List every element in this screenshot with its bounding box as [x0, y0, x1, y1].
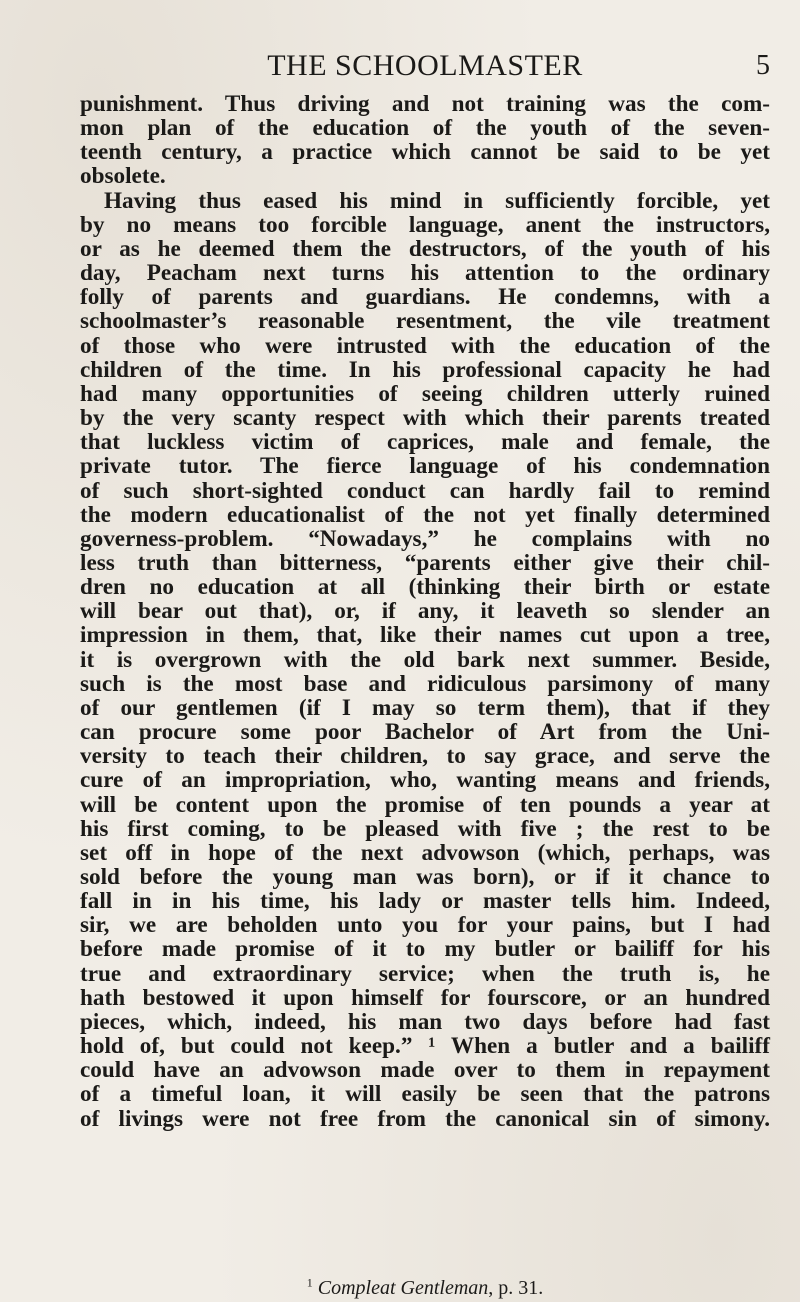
text-line: Having thus eased his mind in sufficiently forcible, yet — [104, 187, 770, 214]
text-line: impression in them, that, like their names cut upon a tree, — [80, 622, 770, 649]
text-line: sold before the young man was born), or if it chance to — [80, 864, 770, 890]
text-line: by no means too forcible language, anent the instructors, — [80, 211, 770, 238]
text-line: or as he deemed them the destructors, of the youth of his — [80, 235, 770, 262]
text-line: sir, we are beholden unto you for your pains, but I had — [80, 912, 770, 939]
text-line: by the very scanty respect with which their parents treated — [80, 405, 770, 432]
text-line: can procure some poor Bachelor of Art from the Uni- — [80, 719, 770, 746]
text-line: his first coming, to be pleased with five ; the rest to be — [80, 815, 770, 842]
text-line: teenth century, a practice which cannot be said to be yet — [80, 139, 770, 166]
text-line: of a timeful loan, it will easily be seen that the patrons — [80, 1081, 770, 1108]
page-number: 5 — [756, 50, 770, 81]
footnote-work-title: Compleat Gentleman — [317, 1277, 489, 1299]
body-text — [80, 92, 770, 1131]
text-line: had many opportunities of seeing children utterly ruined — [80, 380, 770, 407]
text-line: of those who were intrusted with the education of the — [80, 332, 770, 359]
text-line: schoolmaster’s reasonable resentment, the vile treatment — [80, 308, 770, 335]
text-line: versity to teach their children, to say grace, and serve the — [80, 743, 770, 770]
footnote-page-ref: , p. 31. — [488, 1277, 544, 1299]
text-line: punishment. Thus driving and not training was the com- — [80, 91, 770, 117]
text-line: it is overgrown with the old bark next summer. Beside, — [80, 646, 770, 673]
footnote — [80, 1276, 770, 1300]
text-line: hold of, but could not keep.” ¹ When a butler and a bailiff — [80, 1033, 770, 1060]
text-line: that luckless victim of caprices, male and female, the — [80, 429, 770, 456]
text-line: day, Peacham next turns his attention to the ordinary — [80, 260, 770, 287]
text-line: true and extraordinary service; when the truth is, he — [80, 960, 770, 987]
text-line: will bear out that), or, if any, it leaveth so slender an — [80, 598, 770, 625]
text-line: of our gentlemen (if I may so term them), that if they — [80, 694, 770, 721]
text-line: of livings were not free from the canonical sin of simony. — [80, 1105, 770, 1132]
text-line: private tutor. The fierce language of his condemnation — [80, 453, 770, 480]
text-line: children of the time. In his professional capacity he had — [80, 356, 770, 383]
text-line: before made promise of it to my butler or bailiff for his — [80, 936, 770, 963]
text-line: hath bestowed it upon himself for fourscore, or an hundred — [80, 984, 770, 1011]
text-line: could have an advowson made over to them in repayment — [80, 1057, 770, 1084]
text-line: fall in in his time, his lady or master tells him. Indeed, — [80, 888, 770, 915]
text-line: the modern educationalist of the not yet finally determined — [80, 501, 770, 528]
running-title: THE SCHOOLMASTER — [267, 49, 583, 82]
text-line: set off in hope of the next advowson (which, perhaps, was — [80, 839, 770, 866]
text-line: such is the most base and ridiculous parsimony of many — [80, 670, 770, 697]
text-line: cure of an impropriation, who, wanting means and friends, — [80, 767, 770, 794]
text-line: mon plan of the education of the youth of the seven- — [80, 115, 770, 142]
text-line: less truth than bitterness, “parents either give their chil- — [80, 549, 770, 576]
text-line: will be content upon the promise of ten pounds a year at — [80, 791, 770, 818]
page-header — [80, 46, 770, 86]
footnote-marker: 1 — [306, 1275, 313, 1290]
text-line: of such short-sighted conduct can hardly fail to remind — [80, 477, 770, 504]
text-line: pieces, which, indeed, his man two days before had fast — [80, 1008, 770, 1035]
text-line: folly of parents and guardians. He condemns, with a — [80, 284, 770, 311]
text-line: governess-problem. “Nowadays,” he complains with no — [80, 525, 770, 552]
text-line: dren no education at all (thinking their birth or estate — [80, 574, 770, 601]
text-line: obsolete. — [80, 163, 166, 190]
